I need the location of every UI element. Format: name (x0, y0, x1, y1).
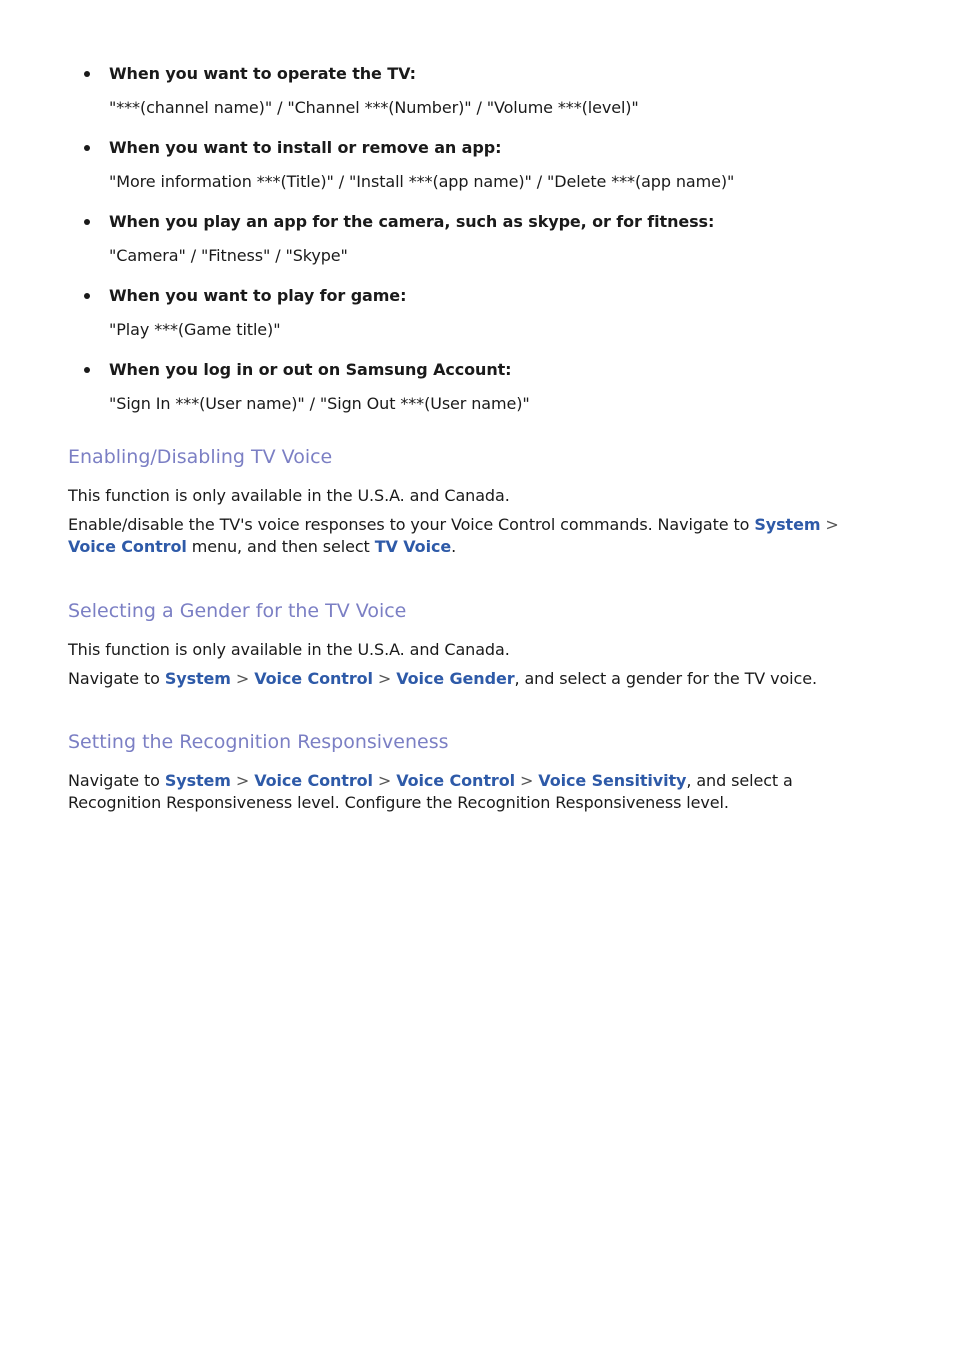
list-item (82, 62, 902, 120)
instruction-text: , and select a Recognition Responsiveness level. Configure the Recognition Responsiveness level. (68, 771, 793, 812)
list-item (82, 210, 902, 268)
section-gender (68, 598, 888, 690)
instruction-text: Navigate to (68, 771, 165, 790)
section-heading: Enabling/Disabling TV Voice (68, 446, 333, 468)
voice-command-list (82, 62, 902, 432)
bullet-icon (84, 293, 90, 299)
menu-path-voice-control[interactable]: Voice Control (68, 537, 187, 556)
bullet-example: "***(channel name)" / "Channel ***(Number)" / "Volume ***(level)" (109, 98, 639, 117)
instructions-paragraph (68, 770, 888, 814)
bullet-icon (84, 367, 90, 373)
instruction-text: Navigate to (68, 669, 165, 688)
list-item (82, 284, 902, 342)
availability-note: This function is only available in the U.S.A. and Canada. (68, 640, 510, 659)
bullet-example: "More information ***(Title)" / "Install ***(app name)" / "Delete ***(app name)" (109, 172, 735, 191)
section-tv-voice (68, 444, 888, 558)
bullet-example: "Play ***(Game title)" (109, 320, 281, 339)
chevron-right-icon: > (235, 771, 250, 790)
bullet-icon (84, 71, 90, 77)
instruction-text: . (451, 537, 457, 556)
instruction-text: Enable/disable the TV's voice responses to your Voice Control commands. Navigate to (68, 515, 755, 534)
menu-path-voice-control[interactable]: Voice Control (254, 771, 373, 790)
bullet-title: When you play an app for the camera, such as skype, or for fitness: (109, 212, 715, 231)
menu-path-voice-control[interactable]: Voice Control (254, 669, 373, 688)
menu-path-system[interactable]: System (164, 669, 231, 688)
list-item (82, 358, 902, 416)
menu-path-system[interactable]: System (754, 515, 821, 534)
bullet-icon (84, 219, 90, 225)
chevron-right-icon: > (235, 669, 250, 688)
instructions-paragraph (68, 514, 888, 558)
menu-path-voice-sensitivity[interactable]: Voice Sensitivity (538, 771, 687, 790)
bullet-title: When you want to install or remove an app: (109, 138, 502, 157)
availability-note: This function is only available in the U.S.A. and Canada. (68, 486, 510, 505)
chevron-right-icon: > (377, 669, 392, 688)
bullet-title: When you want to play for game: (109, 286, 407, 305)
chevron-right-icon: > (377, 771, 392, 790)
instructions-paragraph (68, 668, 888, 690)
chevron-right-icon: > (825, 515, 839, 534)
list-item (82, 136, 902, 194)
menu-path-voice-gender[interactable]: Voice Gender (396, 669, 515, 688)
instruction-text: , and select a gender for the TV voice. (514, 669, 817, 688)
section-recognition (68, 729, 888, 814)
menu-path-system[interactable]: System (164, 771, 231, 790)
bullet-title: When you want to operate the TV: (109, 64, 416, 83)
bullet-example: "Sign In ***(User name)" / "Sign Out ***(User name)" (109, 394, 530, 413)
menu-path-tv-voice[interactable]: TV Voice (374, 537, 452, 556)
section-heading: Selecting a Gender for the TV Voice (68, 600, 407, 622)
bullet-example: "Camera" / "Fitness" / "Skype" (109, 246, 348, 265)
chevron-right-icon: > (519, 771, 534, 790)
instruction-text: menu, and then select (186, 537, 375, 556)
bullet-icon (84, 145, 90, 151)
menu-path-voice-control-sub[interactable]: Voice Control (396, 771, 515, 790)
bullet-title: When you log in or out on Samsung Account: (109, 360, 512, 379)
section-heading: Setting the Recognition Responsiveness (68, 731, 449, 753)
